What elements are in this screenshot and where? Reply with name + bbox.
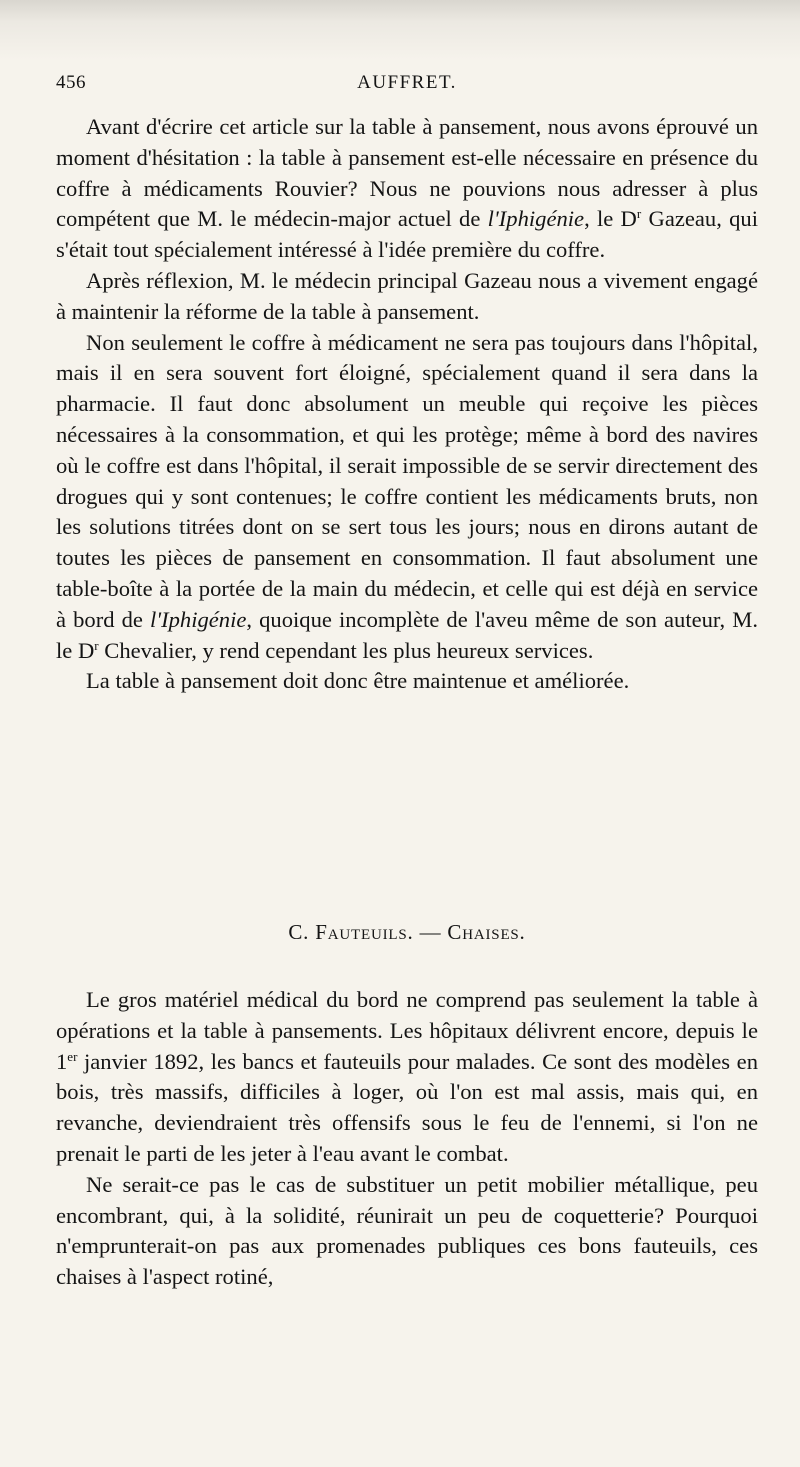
paragraph-6: Ne serait-ce pas le cas de substituer un petit mobilier métallique, peu encombrant, qui, à la solidité, réunirait un peu de coquetterie? Pourquoi n'emprunterait-on pas aux promenades publiques ces bons fauteuils, ces chaises à l'aspect rotiné, xyxy=(56,1171,758,1290)
italic-title: l'Iphigénie xyxy=(487,206,585,232)
italic-title: l'Iphigénie xyxy=(149,606,247,632)
paragraph-2: Après réflexion, M. le médecin principal Gazeau nous a vivement engagé à maintenir la réforme de la table à pansement. xyxy=(56,267,758,324)
paragraph-1: Avant d'écrire cet article sur la table à pansement, nous avons éprouvé un moment d'hésitation : la table à pansement est-elle nécessaire en présence du coffre à médicaments Rouvier? Nous ne pouvions nous adresser à plus compétent que M. le médecin-major actuel de l'Iphigénie, le $D^r$ Gazeau, qui s'était tout spécialement intéressé à l'idée première du coffre. xyxy=(56,114,759,263)
paragraph-3: Non seulement le coffre à médicament ne sera pas toujours dans l'hôpital, mais il en sera souvent fort éloigné, spécialement quand il sera dans la pharmacie. Il faut donc absolument un meuble qui reçoive les pièces nécessaires à la consommation, et qui les protège; même à bord des navires où le coffre est dans l'hôpital, il serait impossible de se servir directement des drogues qui y sont contenues; le coffre contient les médicaments bruts, non les solutions titrées dont on se sert tous les jours; nous en dirons autant de toutes les pièces de pansement en consommation. Il faut absolument une table-boîte à la portée de la main du médecin, et celle qui est déjà en service à bord de l'Iphigénie, quoique incomplète de l'aveu même de son auteur, M. le $D^r$ Chevalier, y rend cependant les plus heureux services. xyxy=(56,329,758,663)
section-heading: C. Fauteuils. — Chaises. xyxy=(288,920,526,944)
paragraph-5: Le gros matériel médical du bord ne comprend pas seulement la table à opérations et la table à pansements. Les hôpitaux délivrent encore, depuis le 1er janvier 1892, les bancs et fauteuils pour malades. Ce sont des modèles en bois, très massifs, difficiles à loger, où l'on est mal assis, mais qui, en revanche, deviendraient très offensifs sous le feu de l'ennemi, si l'on ne prenait le parti de les jeter à l'eau avant le combat. xyxy=(56,987,758,1166)
superscript: r xyxy=(94,637,99,653)
lower-body-text xyxy=(56,985,758,1293)
page-header xyxy=(56,72,758,102)
running-head: AUFFRET. xyxy=(357,72,457,93)
superscript: er xyxy=(67,1048,78,1064)
paragraph-4: La table à pansement doit donc être maintenue et améliorée. xyxy=(86,668,630,694)
superscript: r xyxy=(636,206,642,222)
upper-body-text xyxy=(56,112,758,697)
page-number: 456 xyxy=(56,72,86,93)
